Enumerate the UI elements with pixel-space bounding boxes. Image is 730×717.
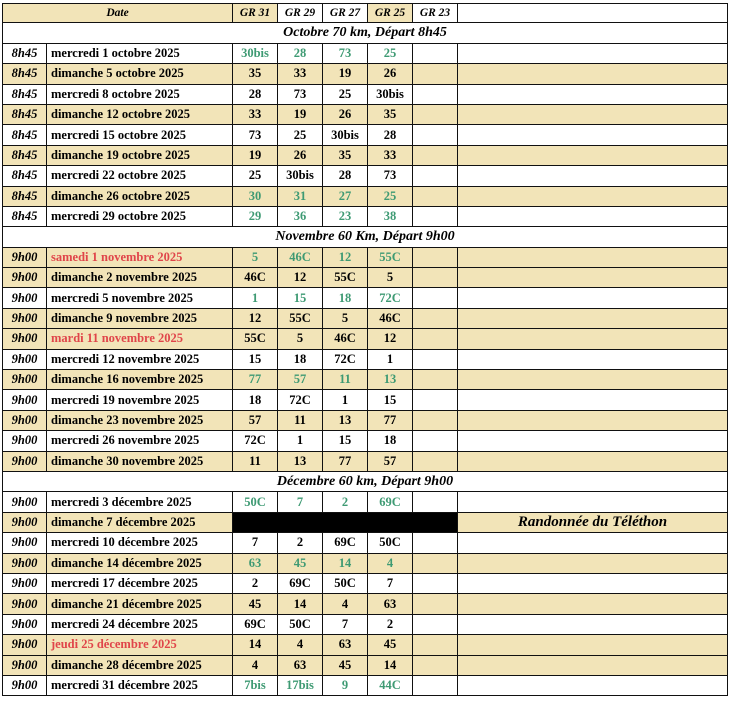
table-row bbox=[2, 533, 728, 553]
route-number-gr23 bbox=[413, 615, 458, 634]
ride-date: mercredi 15 octobre 2025 bbox=[47, 125, 233, 144]
table-row bbox=[2, 44, 728, 64]
route-number: 36 bbox=[278, 207, 323, 226]
route-number: 72C bbox=[323, 350, 368, 369]
route-number-gr23 bbox=[413, 431, 458, 450]
row-note bbox=[458, 207, 727, 226]
route-number: 46C bbox=[368, 309, 413, 328]
route-number: 14 bbox=[278, 594, 323, 613]
route-number: 1 bbox=[368, 350, 413, 369]
ride-date: mercredi 5 novembre 2025 bbox=[47, 288, 233, 307]
route-number: 57 bbox=[233, 411, 278, 430]
route-number: 28 bbox=[368, 125, 413, 144]
route-number: 28 bbox=[278, 44, 323, 63]
route-number-gr23 bbox=[413, 574, 458, 593]
row-note bbox=[458, 350, 727, 369]
table-row bbox=[2, 309, 728, 329]
header-gr29: GR 29 bbox=[278, 4, 323, 22]
table-row bbox=[2, 594, 728, 614]
ride-date: mercredi 22 octobre 2025 bbox=[47, 166, 233, 185]
route-number-gr23 bbox=[413, 492, 458, 511]
route-number: 14 bbox=[323, 554, 368, 573]
departure-time: 9h00 bbox=[3, 248, 47, 267]
route-number: 13 bbox=[323, 411, 368, 430]
row-note bbox=[458, 166, 727, 185]
departure-time: 8h45 bbox=[3, 105, 47, 124]
row-note bbox=[458, 309, 727, 328]
route-number: 4 bbox=[368, 554, 413, 573]
departure-time: 9h00 bbox=[3, 309, 47, 328]
route-number-gr23 bbox=[413, 635, 458, 654]
departure-time: 9h00 bbox=[3, 350, 47, 369]
row-note bbox=[458, 64, 727, 83]
row-note: Randonnée du Téléthon bbox=[517, 513, 668, 530]
ride-date: dimanche 21 décembre 2025 bbox=[47, 594, 233, 613]
route-number: 9 bbox=[323, 676, 368, 695]
row-note bbox=[458, 146, 727, 165]
route-number-gr23 bbox=[413, 105, 458, 124]
ride-date: mercredi 31 décembre 2025 bbox=[47, 676, 233, 695]
route-number: 12 bbox=[278, 268, 323, 287]
table-row bbox=[2, 554, 728, 574]
route-number: 15 bbox=[233, 350, 278, 369]
row-note bbox=[458, 676, 727, 695]
route-number: 35 bbox=[368, 105, 413, 124]
route-number: 18 bbox=[278, 350, 323, 369]
route-number: 45 bbox=[233, 594, 278, 613]
route-number: 14 bbox=[233, 635, 278, 654]
route-number: 13 bbox=[368, 370, 413, 389]
departure-time: 9h00 bbox=[3, 452, 47, 471]
route-number: 30bis bbox=[368, 85, 413, 104]
route-number: 69C bbox=[368, 492, 413, 511]
route-number: 25 bbox=[278, 125, 323, 144]
ride-date: mercredi 12 novembre 2025 bbox=[47, 350, 233, 369]
route-number: 7 bbox=[368, 574, 413, 593]
row-note bbox=[458, 411, 727, 430]
row-note bbox=[458, 574, 727, 593]
route-number-gr23 bbox=[413, 350, 458, 369]
ride-date: jeudi 25 décembre 2025 bbox=[47, 635, 233, 654]
table-row bbox=[2, 268, 728, 288]
row-note bbox=[458, 594, 727, 613]
route-number-gr23 bbox=[413, 187, 458, 206]
table-row bbox=[2, 288, 728, 308]
route-number-gr23 bbox=[413, 390, 458, 409]
route-number: 73 bbox=[278, 85, 323, 104]
section-title: Octobre 70 km, Départ 8h45 bbox=[283, 25, 447, 41]
route-number: 30bis bbox=[323, 125, 368, 144]
ride-date: mercredi 3 décembre 2025 bbox=[47, 492, 233, 511]
ride-date: dimanche 9 novembre 2025 bbox=[47, 309, 233, 328]
route-number: 2 bbox=[368, 615, 413, 634]
route-number: 55C bbox=[233, 329, 278, 348]
route-number: 1 bbox=[278, 431, 323, 450]
table-row bbox=[2, 64, 728, 84]
route-number: 28 bbox=[233, 85, 278, 104]
route-number: 14 bbox=[368, 656, 413, 675]
route-number: 55C bbox=[368, 248, 413, 267]
route-number: 63 bbox=[368, 594, 413, 613]
route-number-gr23 bbox=[413, 554, 458, 573]
row-note bbox=[458, 452, 727, 471]
route-number: 30 bbox=[233, 187, 278, 206]
ride-date: dimanche 7 décembre 2025 bbox=[47, 513, 233, 532]
departure-time: 9h00 bbox=[3, 615, 47, 634]
month-section-header bbox=[2, 472, 728, 492]
table-row bbox=[2, 676, 728, 696]
route-number-gr23 bbox=[413, 309, 458, 328]
route-number-gr23 bbox=[413, 85, 458, 104]
departure-time: 8h45 bbox=[3, 44, 47, 63]
route-number-gr23 bbox=[413, 452, 458, 471]
route-number: 5 bbox=[278, 329, 323, 348]
table-row bbox=[2, 248, 728, 268]
row-note bbox=[458, 105, 727, 124]
route-number-gr23 bbox=[413, 44, 458, 63]
header-date: Date bbox=[3, 4, 233, 22]
route-number-gr23 bbox=[413, 146, 458, 165]
route-number: 35 bbox=[323, 146, 368, 165]
route-number: 15 bbox=[278, 288, 323, 307]
departure-time: 8h45 bbox=[3, 166, 47, 185]
row-note bbox=[458, 268, 727, 287]
route-number: 4 bbox=[278, 635, 323, 654]
route-number-gr23 bbox=[413, 533, 458, 552]
ride-date: dimanche 14 décembre 2025 bbox=[47, 554, 233, 573]
departure-time: 9h00 bbox=[3, 594, 47, 613]
ride-date: mercredi 17 décembre 2025 bbox=[47, 574, 233, 593]
route-number: 46C bbox=[278, 248, 323, 267]
departure-time: 9h00 bbox=[3, 574, 47, 593]
route-number: 44C bbox=[368, 676, 413, 695]
row-note bbox=[458, 329, 727, 348]
ride-date: mercredi 1 octobre 2025 bbox=[47, 44, 233, 63]
ride-date: dimanche 5 octobre 2025 bbox=[47, 64, 233, 83]
row-note bbox=[458, 431, 727, 450]
row-note bbox=[458, 492, 727, 511]
row-note bbox=[458, 248, 727, 267]
ride-date: mercredi 26 novembre 2025 bbox=[47, 431, 233, 450]
route-number: 11 bbox=[278, 411, 323, 430]
departure-time: 9h00 bbox=[3, 390, 47, 409]
table-row bbox=[2, 411, 728, 431]
route-number: 69C bbox=[233, 615, 278, 634]
route-number: 1 bbox=[323, 390, 368, 409]
route-number: 18 bbox=[323, 288, 368, 307]
table-row bbox=[2, 125, 728, 145]
table-row bbox=[2, 635, 728, 655]
route-number: 30bis bbox=[233, 44, 278, 63]
route-number-gr23 bbox=[413, 676, 458, 695]
route-number: 7bis bbox=[233, 676, 278, 695]
route-number-gr23 bbox=[413, 288, 458, 307]
route-number: 29 bbox=[233, 207, 278, 226]
route-number: 15 bbox=[368, 390, 413, 409]
ride-date: dimanche 12 octobre 2025 bbox=[47, 105, 233, 124]
route-number: 7 bbox=[233, 533, 278, 552]
route-number: 25 bbox=[323, 85, 368, 104]
route-number: 31 bbox=[278, 187, 323, 206]
section-title: Novembre 60 Km, Départ 9h00 bbox=[275, 228, 455, 244]
table-row bbox=[2, 166, 728, 186]
route-number: 72C bbox=[233, 431, 278, 450]
departure-time: 9h00 bbox=[3, 329, 47, 348]
ride-date: dimanche 2 novembre 2025 bbox=[47, 268, 233, 287]
route-number: 73 bbox=[323, 44, 368, 63]
table-row bbox=[2, 350, 728, 370]
route-number: 73 bbox=[368, 166, 413, 185]
ride-date: dimanche 19 octobre 2025 bbox=[47, 146, 233, 165]
route-number: 1 bbox=[233, 288, 278, 307]
route-number: 19 bbox=[278, 105, 323, 124]
route-number: 57 bbox=[278, 370, 323, 389]
departure-time: 9h00 bbox=[3, 268, 47, 287]
route-number-gr23 bbox=[413, 207, 458, 226]
table-row bbox=[2, 105, 728, 125]
route-number: 72C bbox=[368, 288, 413, 307]
row-note bbox=[458, 554, 727, 573]
route-number: 46C bbox=[233, 268, 278, 287]
route-number: 4 bbox=[323, 594, 368, 613]
departure-time: 8h45 bbox=[3, 187, 47, 206]
route-number-gr23 bbox=[413, 594, 458, 613]
ride-date: dimanche 16 novembre 2025 bbox=[47, 370, 233, 389]
route-number-gr23 bbox=[413, 268, 458, 287]
route-number: 27 bbox=[323, 187, 368, 206]
table-row bbox=[2, 390, 728, 410]
route-number-gr23 bbox=[413, 329, 458, 348]
table-row bbox=[2, 370, 728, 390]
ride-date: dimanche 26 octobre 2025 bbox=[47, 187, 233, 206]
table-row bbox=[2, 492, 728, 512]
table-row bbox=[2, 431, 728, 451]
table-row bbox=[2, 187, 728, 207]
route-number: 50C bbox=[278, 615, 323, 634]
row-note bbox=[458, 656, 727, 675]
row-note bbox=[458, 615, 727, 634]
route-number: 26 bbox=[323, 105, 368, 124]
route-number: 77 bbox=[323, 452, 368, 471]
route-number: 63 bbox=[323, 635, 368, 654]
departure-time: 9h00 bbox=[3, 370, 47, 389]
ride-date: mercredi 19 novembre 2025 bbox=[47, 390, 233, 409]
schedule-table bbox=[2, 3, 728, 696]
table-row bbox=[2, 329, 728, 349]
route-number: 73 bbox=[233, 125, 278, 144]
route-number: 5 bbox=[368, 268, 413, 287]
route-number: 46C bbox=[323, 329, 368, 348]
ride-date: dimanche 28 décembre 2025 bbox=[47, 656, 233, 675]
route-number: 12 bbox=[368, 329, 413, 348]
table-row bbox=[2, 574, 728, 594]
table-row bbox=[2, 615, 728, 635]
route-number-gr23 bbox=[413, 411, 458, 430]
departure-time: 9h00 bbox=[3, 492, 47, 511]
route-number: 2 bbox=[278, 533, 323, 552]
route-number: 45 bbox=[323, 656, 368, 675]
departure-time: 8h45 bbox=[3, 64, 47, 83]
ride-date: mercredi 24 décembre 2025 bbox=[47, 615, 233, 634]
route-number: 25 bbox=[368, 44, 413, 63]
route-number: 57 bbox=[368, 452, 413, 471]
row-note bbox=[458, 533, 727, 552]
ride-date: dimanche 30 novembre 2025 bbox=[47, 452, 233, 471]
header-gr31: GR 31 bbox=[233, 4, 278, 22]
ride-date: dimanche 23 novembre 2025 bbox=[47, 411, 233, 430]
departure-time: 9h00 bbox=[3, 288, 47, 307]
route-number: 55C bbox=[278, 309, 323, 328]
route-number: 12 bbox=[233, 309, 278, 328]
route-number: 28 bbox=[323, 166, 368, 185]
ride-date: mercredi 10 décembre 2025 bbox=[47, 533, 233, 552]
departure-time: 9h00 bbox=[3, 554, 47, 573]
route-number: 2 bbox=[233, 574, 278, 593]
row-note bbox=[458, 187, 727, 206]
route-number: 55C bbox=[323, 268, 368, 287]
route-number: 45 bbox=[368, 635, 413, 654]
departure-time: 8h45 bbox=[3, 146, 47, 165]
route-number: 50C bbox=[233, 492, 278, 511]
route-number: 7 bbox=[323, 615, 368, 634]
table-header bbox=[2, 3, 728, 23]
route-number: 33 bbox=[233, 105, 278, 124]
departure-time: 9h00 bbox=[3, 431, 47, 450]
route-number: 26 bbox=[368, 64, 413, 83]
route-number: 15 bbox=[323, 431, 368, 450]
departure-time: 8h45 bbox=[3, 125, 47, 144]
route-number: 77 bbox=[368, 411, 413, 430]
route-number: 18 bbox=[368, 431, 413, 450]
row-note bbox=[458, 125, 727, 144]
route-number: 38 bbox=[368, 207, 413, 226]
row-note bbox=[458, 288, 727, 307]
month-section-header bbox=[2, 227, 728, 247]
header-gr27: GR 27 bbox=[323, 4, 368, 22]
header-gr23: GR 23 bbox=[413, 4, 458, 22]
route-number: 33 bbox=[278, 64, 323, 83]
table-row bbox=[2, 207, 728, 227]
ride-date: mercredi 8 octobre 2025 bbox=[47, 85, 233, 104]
table-row bbox=[2, 513, 728, 533]
route-number: 19 bbox=[233, 146, 278, 165]
ride-date: samedi 1 novembre 2025 bbox=[47, 248, 233, 267]
route-number: 45 bbox=[278, 554, 323, 573]
ride-date: mercredi 29 octobre 2025 bbox=[47, 207, 233, 226]
row-note bbox=[458, 370, 727, 389]
ride-date: mardi 11 novembre 2025 bbox=[47, 329, 233, 348]
departure-time: 9h00 bbox=[3, 411, 47, 430]
route-number: 77 bbox=[233, 370, 278, 389]
route-number: 12 bbox=[323, 248, 368, 267]
route-number: 17bis bbox=[278, 676, 323, 695]
route-number: 72C bbox=[278, 390, 323, 409]
route-number: 63 bbox=[278, 656, 323, 675]
route-number: 69C bbox=[278, 574, 323, 593]
table-row bbox=[2, 146, 728, 166]
section-title: Décembre 60 km, Départ 9h00 bbox=[276, 473, 454, 489]
route-number: 26 bbox=[278, 146, 323, 165]
route-number: 2 bbox=[323, 492, 368, 511]
route-number: 23 bbox=[323, 207, 368, 226]
departure-time: 9h00 bbox=[3, 635, 47, 654]
header-gr25: GR 25 bbox=[368, 4, 413, 22]
route-number-gr23 bbox=[413, 656, 458, 675]
route-number: 5 bbox=[233, 248, 278, 267]
route-number: 69C bbox=[323, 533, 368, 552]
route-number: 35 bbox=[233, 64, 278, 83]
route-number: 5 bbox=[323, 309, 368, 328]
departure-time: 8h45 bbox=[3, 85, 47, 104]
route-number-gr23 bbox=[413, 166, 458, 185]
departure-time: 9h00 bbox=[3, 656, 47, 675]
route-number: 50C bbox=[323, 574, 368, 593]
route-number-gr23 bbox=[413, 248, 458, 267]
route-number-gr23 bbox=[413, 370, 458, 389]
route-number: 25 bbox=[368, 187, 413, 206]
departure-time: 8h45 bbox=[3, 207, 47, 226]
route-number: 25 bbox=[233, 166, 278, 185]
route-number-gr23 bbox=[413, 125, 458, 144]
route-number: 18 bbox=[233, 390, 278, 409]
table-row bbox=[2, 85, 728, 105]
blacked-out-cell bbox=[233, 513, 458, 532]
route-number-gr23 bbox=[413, 64, 458, 83]
route-number: 33 bbox=[368, 146, 413, 165]
header-notes bbox=[458, 4, 727, 22]
route-number: 7 bbox=[278, 492, 323, 511]
table-row bbox=[2, 656, 728, 676]
row-note bbox=[458, 85, 727, 104]
route-number: 4 bbox=[233, 656, 278, 675]
route-number: 50C bbox=[368, 533, 413, 552]
route-number: 13 bbox=[278, 452, 323, 471]
month-section-header bbox=[2, 23, 728, 43]
route-number: 11 bbox=[233, 452, 278, 471]
departure-time: 9h00 bbox=[3, 513, 47, 532]
row-note bbox=[458, 635, 727, 654]
row-note bbox=[458, 44, 727, 63]
row-note bbox=[458, 390, 727, 409]
table-row bbox=[2, 452, 728, 472]
route-number: 11 bbox=[323, 370, 368, 389]
route-number: 30bis bbox=[278, 166, 323, 185]
route-number: 63 bbox=[233, 554, 278, 573]
departure-time: 9h00 bbox=[3, 533, 47, 552]
departure-time: 9h00 bbox=[3, 676, 47, 695]
route-number: 19 bbox=[323, 64, 368, 83]
